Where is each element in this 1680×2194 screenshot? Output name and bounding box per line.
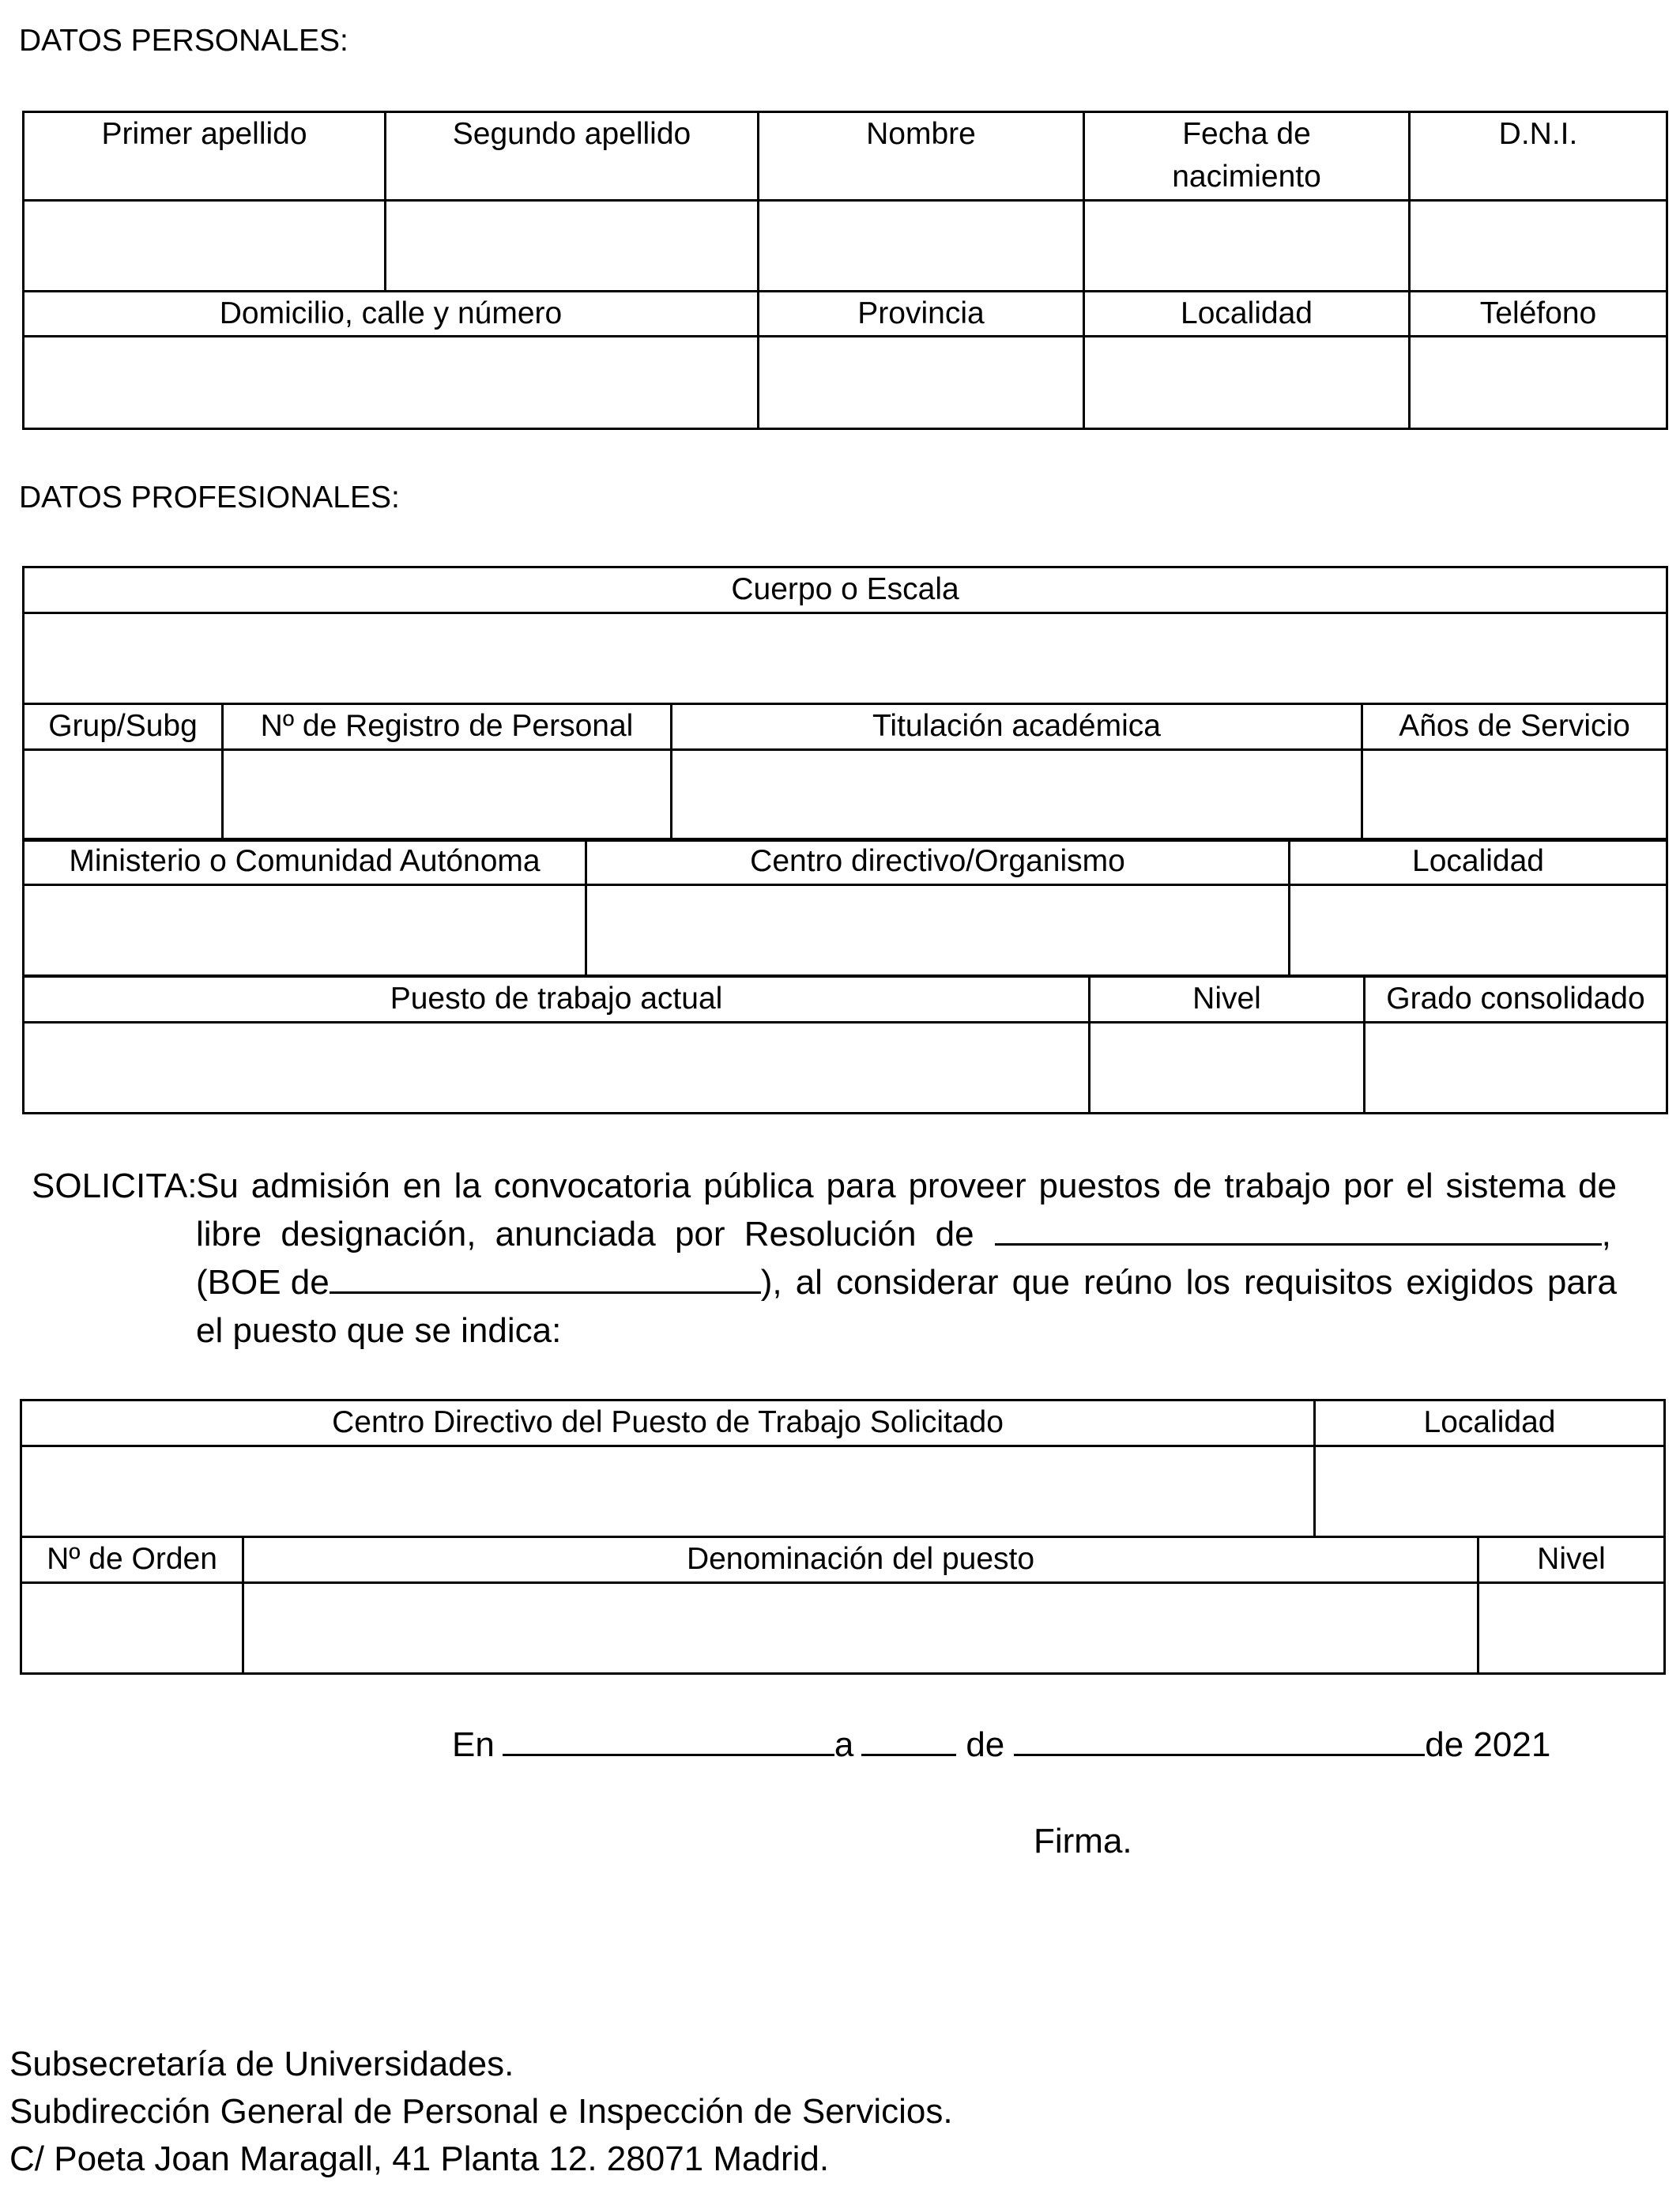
header-grado-consolidado: Grado consolidado (1365, 977, 1667, 1023)
header-domicilio: Domicilio, calle y número (24, 292, 759, 337)
resolucion-blank[interactable] (995, 1212, 1602, 1246)
footer-line-3: C/ Poeta Joan Maragall, 41 Planta 12. 28071 Madrid. (9, 2139, 830, 2178)
date-year-label: de 2021 (1425, 1725, 1551, 1764)
solicita-line-2 (196, 1210, 1617, 1258)
header-centro-directivo: Centro directivo/Organismo (586, 839, 1290, 885)
professional-data-table-b (22, 838, 1668, 977)
field-domicilio[interactable] (24, 337, 759, 429)
solicita-line-4: el puesto que se indica: (196, 1311, 562, 1350)
footer-line-1: Subsecretaría de Universidades. (9, 2045, 514, 2083)
field-grado-consolidado[interactable] (1365, 1023, 1667, 1114)
header-centro-solicitado: Centro Directivo del Puesto de Trabajo Solicitado (21, 1400, 1315, 1446)
field-primer-apellido[interactable] (24, 201, 386, 292)
header-dni: D.N.I. (1410, 112, 1667, 201)
professional-data-table-c (22, 975, 1668, 1114)
field-fecha-nacimiento[interactable] (1084, 201, 1410, 292)
date-en-label: En (452, 1725, 495, 1764)
date-de-label: de (966, 1725, 1005, 1764)
field-localidad-solicitado[interactable] (1315, 1446, 1665, 1537)
personal-data-table (22, 111, 1668, 430)
header-denominacion: Denominación del puesto (243, 1537, 1478, 1583)
field-registro-personal[interactable] (223, 750, 672, 841)
solicita-line-2-comma: , (1601, 1215, 1611, 1253)
header-telefono: Teléfono (1410, 292, 1667, 337)
field-dni[interactable] (1410, 201, 1667, 292)
field-centro-solicitado[interactable] (21, 1446, 1315, 1537)
personal-data-heading: DATOS PERSONALES: (19, 24, 348, 58)
requested-post-table-a (20, 1399, 1666, 1538)
field-anos-servicio[interactable] (1362, 750, 1667, 841)
date-line (452, 1721, 1550, 1769)
field-telefono[interactable] (1410, 337, 1667, 429)
header-provincia: Provincia (759, 292, 1084, 337)
field-grup-subg[interactable] (24, 750, 223, 841)
solicita-line-3 (196, 1258, 1617, 1306)
header-segundo-apellido: Segundo apellido (386, 112, 759, 201)
header-localidad: Localidad (1084, 292, 1410, 337)
solicita-line-2-text: libre designación, anunciada por Resolución de (196, 1215, 974, 1253)
field-titulacion[interactable] (672, 750, 1362, 841)
fecha-nacimiento-label: Fecha de nacimiento (1172, 117, 1321, 194)
header-nivel-solicitado: Nivel (1478, 1537, 1665, 1583)
field-ministerio[interactable] (24, 885, 586, 976)
field-localidad[interactable] (1084, 337, 1410, 429)
professional-data-table-a (22, 566, 1668, 842)
solicita-line-1: Su admisión en la convocatoria pública para proveer puestos de trabajo por el sistema de (196, 1167, 1617, 1205)
boe-blank[interactable] (330, 1260, 761, 1294)
header-registro-personal: Nº de Registro de Personal (223, 704, 672, 750)
field-centro-directivo[interactable] (586, 885, 1290, 976)
header-puesto-actual: Puesto de trabajo actual (24, 977, 1090, 1023)
month-blank[interactable] (1014, 1722, 1425, 1756)
solicita-line-3-suffix: ), al considerar que reúno los requisitos exigidos para (760, 1263, 1617, 1302)
header-titulacion: Titulación académica (672, 704, 1362, 750)
field-provincia[interactable] (759, 337, 1084, 429)
header-nombre: Nombre (759, 112, 1084, 201)
date-a-label: a (834, 1725, 854, 1764)
field-localidad-prof[interactable] (1290, 885, 1667, 976)
header-nivel-prof: Nivel (1090, 977, 1365, 1023)
field-nivel-prof[interactable] (1090, 1023, 1365, 1114)
header-anos-servicio: Años de Servicio (1362, 704, 1667, 750)
header-localidad-prof: Localidad (1290, 839, 1667, 885)
field-nombre[interactable] (759, 201, 1084, 292)
header-ministerio: Ministerio o Comunidad Autónoma (24, 839, 586, 885)
professional-data-heading: DATOS PROFESIONALES: (19, 481, 400, 515)
day-blank[interactable] (861, 1722, 956, 1756)
field-cuerpo-escala[interactable] (24, 613, 1667, 704)
header-num-orden: Nº de Orden (21, 1537, 243, 1583)
header-fecha-nacimiento (1084, 112, 1410, 201)
requested-post-table-b (20, 1536, 1666, 1675)
solicita-paragraph (196, 1162, 1617, 1355)
place-blank[interactable] (503, 1722, 834, 1756)
firma-label: Firma. (1034, 1822, 1132, 1860)
field-nivel-solicitado[interactable] (1478, 1583, 1665, 1674)
header-primer-apellido: Primer apellido (24, 112, 386, 201)
footer-line-2: Subdirección General de Personal e Inspección de Servicios. (9, 2092, 953, 2131)
header-cuerpo-escala: Cuerpo o Escala (24, 567, 1667, 613)
header-localidad-solicitado: Localidad (1315, 1400, 1665, 1446)
solicita-line-3-prefix: (BOE de (196, 1263, 330, 1302)
field-num-orden[interactable] (21, 1583, 243, 1674)
field-segundo-apellido[interactable] (386, 201, 759, 292)
field-denominacion[interactable] (243, 1583, 1478, 1674)
header-grup-subg: Grup/Subg (24, 704, 223, 750)
solicita-label: SOLICITA: (32, 1167, 198, 1205)
field-puesto-actual[interactable] (24, 1023, 1090, 1114)
